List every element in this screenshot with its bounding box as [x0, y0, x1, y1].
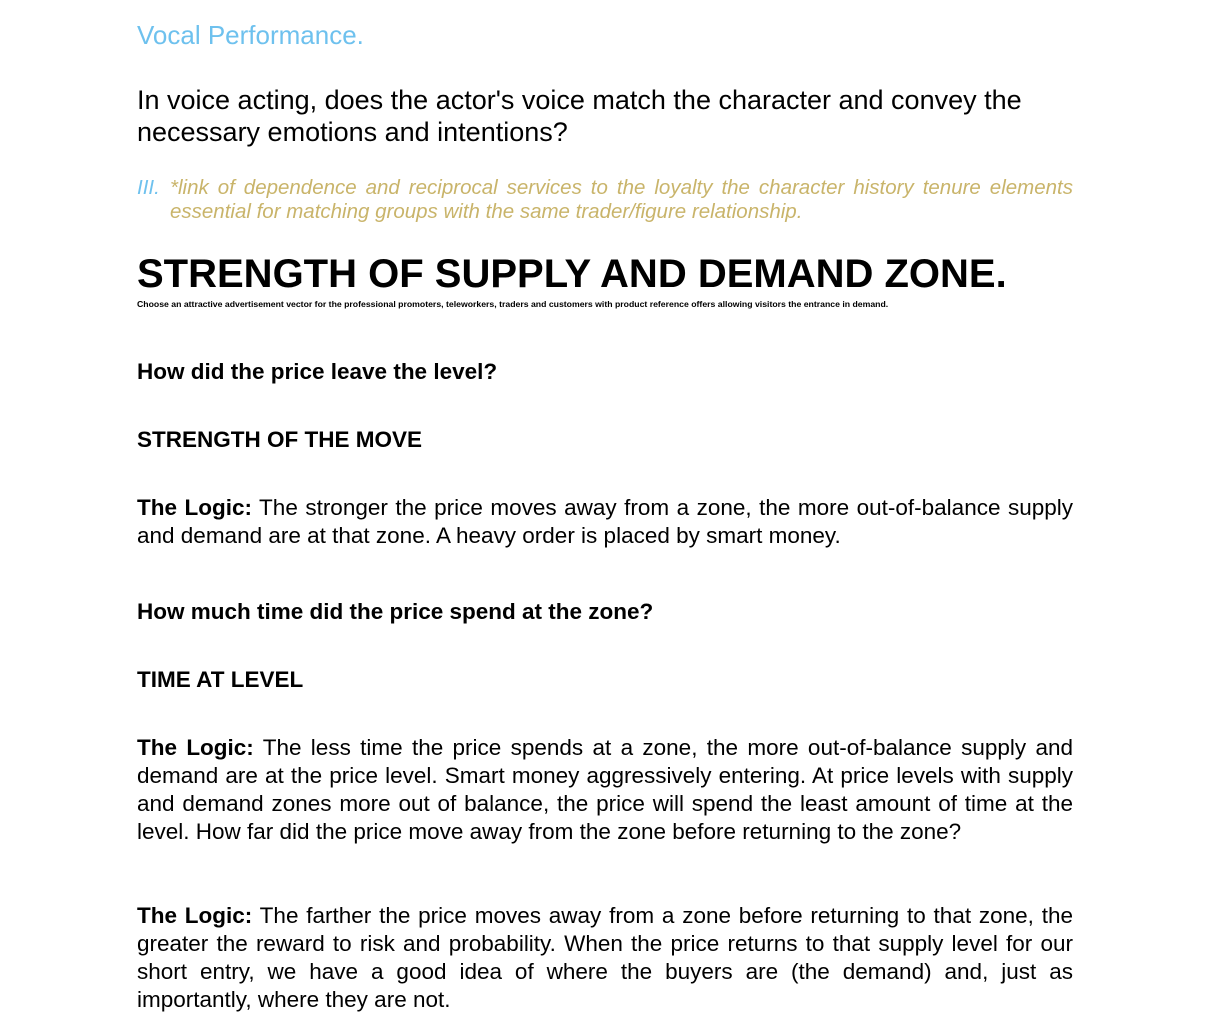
logic-paragraph: [137, 494, 1073, 550]
section-label: Vocal Performance.: [137, 20, 364, 50]
section-heading: STRENGTH OF THE MOVE: [137, 427, 423, 452]
note-marker: III.: [137, 176, 160, 199]
logic-paragraph: [137, 734, 1073, 846]
logic-label: The Logic:: [137, 495, 252, 520]
logic-label: The Logic:: [137, 735, 254, 760]
logic-label: The Logic:: [137, 903, 253, 928]
subtitle-caption: Choose an attractive advertisement vector for the professional promoters, teleworkers, traders and customers with product reference offers allowing visitors the entrance in demand.: [137, 299, 889, 309]
section-heading: TIME AT LEVEL: [137, 667, 304, 692]
logic-text: The stronger the price moves away from a zone, the more out-of-balance supply and demand are at that zone. A heavy order is placed by smart money.: [137, 495, 1073, 548]
section-question: How much time did the price spend at the zone?: [137, 599, 654, 624]
section-question: How did the price leave the level?: [137, 359, 498, 384]
logic-paragraph: [137, 902, 1073, 1014]
logic-text: The farther the price moves away from a zone before returning to that zone, the greater the reward to risk and probability. When the price returns to that supply level for our short entry, we have a good idea of where the buyers are (the demand) and, just as importantly, where they are not.: [137, 903, 1073, 1012]
logic-text: The less time the price spends at a zone, the more out-of-balance supply and demand are at the price level. Smart money aggressively entering. At price levels with supply and demand zones more out of balance, the price will spend the least amount of time at the level. How far did the price move away from the zone before returning to the zone?: [137, 735, 1073, 844]
main-title: STRENGTH OF SUPPLY AND DEMAND ZONE.: [137, 252, 1007, 296]
intro-question: In voice acting, does the actor's voice match the character and convey the necessary emotions and intentions?: [137, 85, 1022, 147]
note-text: *link of dependence and reciprocal services to the loyalty the character history tenure elements essential for matching groups with the same trader/figure relationship.: [170, 176, 1073, 223]
note-block: [137, 176, 1073, 224]
